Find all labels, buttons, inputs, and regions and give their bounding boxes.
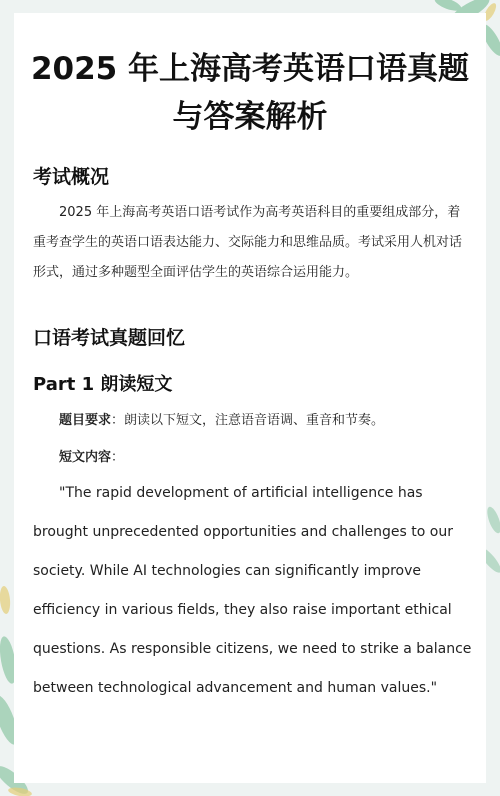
section-heading-overview: 考试概况	[33, 166, 110, 188]
requirement-label: 题目要求	[59, 413, 112, 428]
content-label-line	[59, 448, 479, 468]
document-page	[14, 13, 486, 783]
overview-paragraph: 2025 年上海高考英语口语考试作为高考英语科目的重要组成部分，着重考查学生的英语口语表达能力、交际能力和思维品质。考试采用人机对话形式，通过多种题型全面评估学生的英语综合运用能力。	[33, 205, 463, 280]
requirement-text: ：朗读以下短文，注意语音语调、重音和节奏。	[111, 413, 385, 428]
content-label: 短文内容	[59, 450, 112, 465]
content-label-colon: ：	[111, 450, 125, 465]
document-title: 2025 年上海高考英语口语真题与答案解析	[30, 51, 470, 135]
section-heading-recall: 口语考试真题回忆	[33, 327, 186, 349]
part1-heading: Part 1 朗读短文	[33, 374, 173, 395]
passage-text: "The rapid development of artificial intelligence has brought unprecedented opportunities and challenges to our society. While AI technologies can significantly improve efficiency in various fields, they also raise important ethical questions. As responsible citizens, we need to strike a balance between technological advancement and human values."	[33, 485, 472, 696]
requirement-line	[59, 411, 479, 431]
